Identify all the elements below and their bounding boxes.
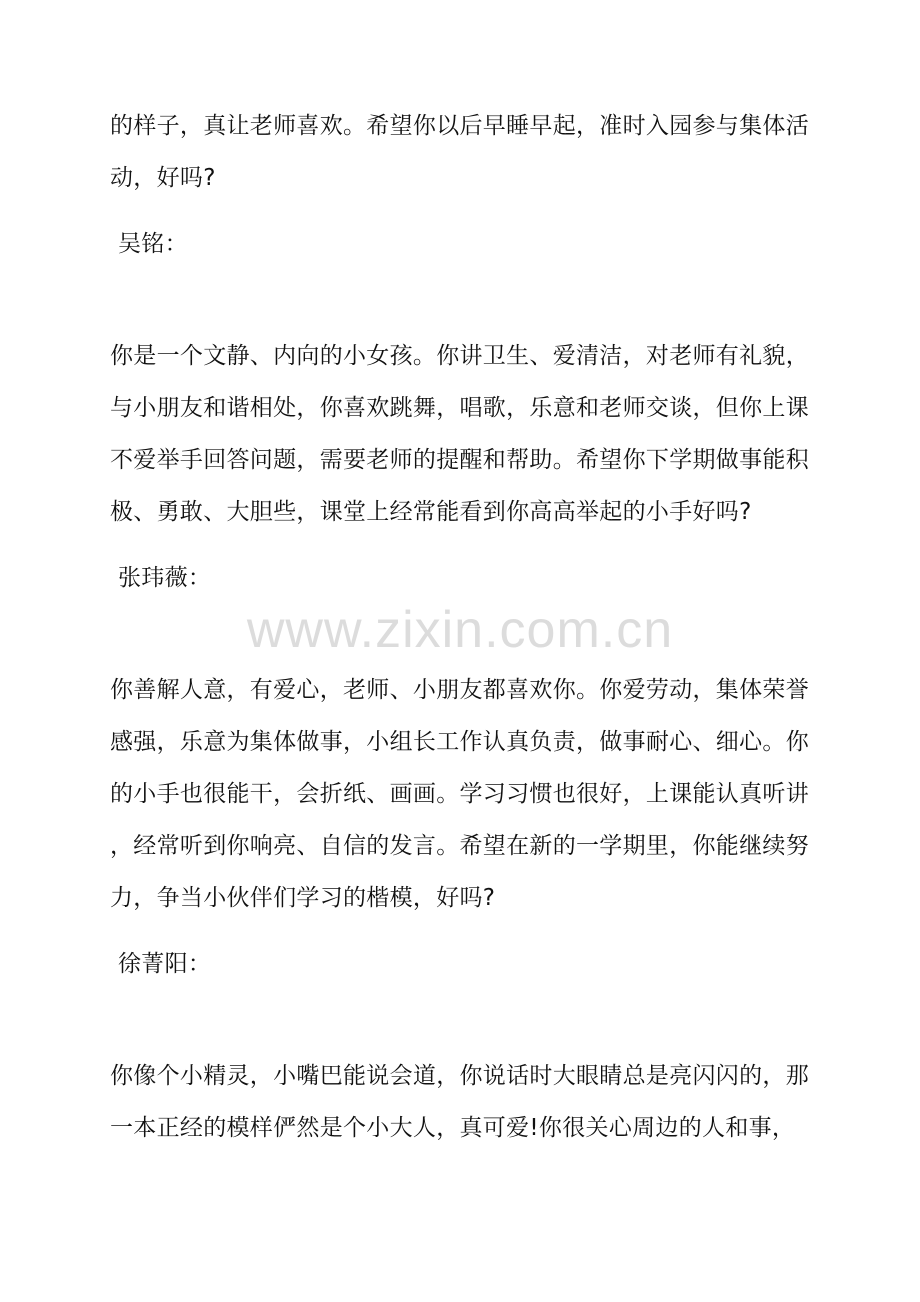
student-name-wu-ming: 吴铭： <box>118 231 188 257</box>
paragraph-comment-zhang-weiwei: 你善解人意，有爱心，老师、小朋友都喜欢你。你爱劳动，集体荣誉 感强，乐意为集体做事，小组长工作认真负责，做事耐心、细心。你 的小手也很能干，会折纸、画画。学习习惯也很好，上课能认真听讲 ，经常听到你响亮、自信的发言。希望在新的一学期里，你能继续努 力，争当小伙伴们学习的楷模，好吗? <box>110 677 809 911</box>
paragraph-comment-continued: 的样子，真让老师喜欢。希望你以后早睡早起，准时入园参与集体活 动，好吗? <box>110 113 809 191</box>
student-name-zhang-weiwei: 张玮薇： <box>118 565 212 591</box>
paragraph-comment-xu-jingyang: 你像个小精灵，小嘴巴能说会道，你说话时大眼睛总是亮闪闪的，那 一本正经的模样俨然是个小大人，真可爱!你很关心周边的人和事， <box>110 1063 809 1141</box>
student-name-xu-jingyang: 徐菁阳： <box>118 951 212 977</box>
paragraph-comment-wu-ming: 你是一个文静、内向的小女孩。你讲卫生、爱清洁，对老师有礼貌， 与小朋友和谐相处，你喜欢跳舞，唱歌，乐意和老师交谈，但你上课 不爱举手回答问题，需要老师的提醒和帮助。希望你下学期做事能积 极、勇敢、大胆些，课堂上经常能看到你高高举起的小手好吗? <box>110 343 809 525</box>
watermark-text: www.zixin.com.cn <box>246 601 674 659</box>
